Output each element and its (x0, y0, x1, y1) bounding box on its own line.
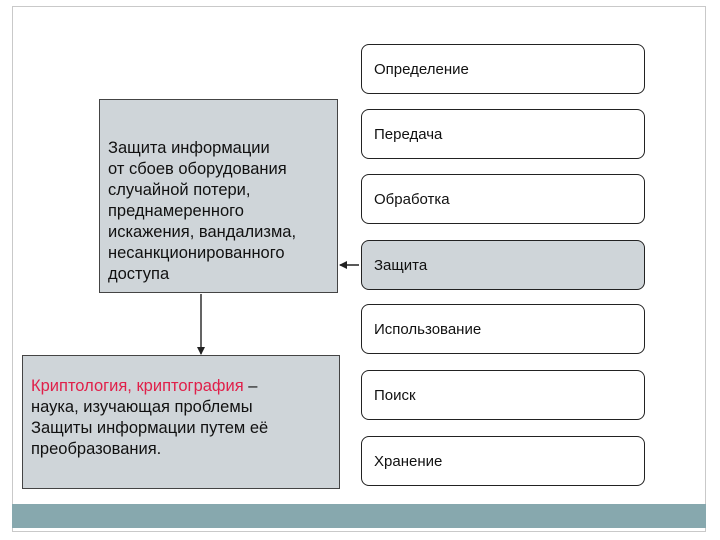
stage-label: Передача (374, 125, 443, 143)
stage-label: Обработка (374, 190, 450, 208)
cryptology-definition-box (22, 355, 340, 489)
cryptology-definition-text: – наука, изучающая проблемы Защиты информации путем её преобразования. (31, 377, 269, 458)
stage-label: Определение (374, 60, 469, 78)
protection-definition-box (99, 99, 338, 293)
stage-label: Поиск (374, 386, 416, 404)
protection-definition-text: Защита информации от сбоев оборудования случайной потери, преднамеренного искажения, вандализма, несанкционированного доступа (108, 139, 297, 283)
stage-search (361, 370, 645, 420)
stage-definition (361, 44, 645, 94)
cryptology-term: Криптология, криптография (31, 377, 244, 395)
stage-label: Использование (374, 320, 482, 338)
stage-label: Хранение (374, 452, 443, 470)
stage-processing (361, 174, 645, 224)
stage-usage (361, 304, 645, 354)
stage-storage (361, 436, 645, 486)
stage-label: Защита (374, 256, 428, 274)
footer-bar (12, 504, 706, 528)
stage-transfer (361, 109, 645, 159)
stage-protection (361, 240, 645, 290)
